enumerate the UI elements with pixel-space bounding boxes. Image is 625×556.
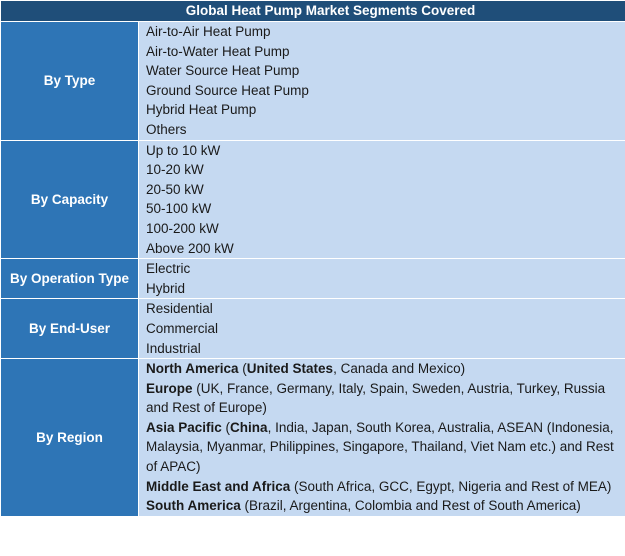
region-asia-pacific-continued: of APAC) [146,459,201,475]
table-row-enduser [1,299,625,359]
segment-values-region [139,359,625,517]
list-item: 50-100 kW [146,201,212,217]
region-country-highlight: China [230,419,268,435]
list-item: Ground Source Heat Pump [146,82,309,98]
region-name: Asia Pacific [146,419,222,435]
region-text: , Canada and Mexico) [333,361,466,377]
segment-values-enduser [139,299,625,359]
region-name: Europe [146,380,193,396]
region-text: (UK, France, Germany, Italy, Spain, Sweden, Austria, Turkey, Russia [192,380,606,396]
segment-label-type: By Type [1,22,139,141]
page-bottom-blank [0,522,625,556]
list-item: Above 200 kW [146,240,234,256]
region-text: ( [221,419,231,435]
region-name: Middle East and Africa [146,478,291,494]
list-item: Industrial [146,340,201,356]
segment-values-capacity [139,140,625,259]
list-item: 100-200 kW [146,220,219,236]
region-text: (Brazil, Argentina, Colombia and Rest of South America) [240,498,581,514]
region-south-america [146,496,625,516]
region-country-highlight: United States [246,361,334,377]
list-item: Others [146,121,187,137]
segment-label-region: By Region [1,359,139,517]
list-item: 10-20 kW [146,162,204,178]
table-row-region [1,359,625,517]
list-item: Commercial [146,320,219,336]
list-item: Electric [146,261,191,277]
table-row-capacity [1,140,625,259]
segment-values-type [139,22,625,141]
region-name: North America [146,361,239,377]
list-item: Residential [146,301,213,317]
region-text: (South Africa, GCC, Egypt, Nigeria and Rest of MEA) [290,478,612,494]
table-row-type [1,22,625,141]
region-name: South America [146,498,241,514]
region-asia-pacific [146,418,625,438]
region-middle-east-africa [146,477,625,497]
segment-label-operation: By Operation Type [1,259,139,299]
list-item: Air-to-Air Heat Pump [146,24,271,39]
list-item: Hybrid [146,280,186,296]
list-item: Hybrid Heat Pump [146,102,257,118]
list-item: Air-to-Water Heat Pump [146,43,290,59]
segment-label-enduser: By End-User [1,299,139,359]
region-text: ( [238,361,247,377]
list-item: Water Source Heat Pump [146,63,300,79]
region-text: , India, Japan, South Korea, Australia, ASEAN (Indonesia, [267,419,614,435]
region-north-america [146,359,625,379]
table-title: Global Heat Pump Market Segments Covered [1,1,625,22]
segment-values-operation [139,259,625,299]
table-row-operation [1,259,625,299]
list-item: 20-50 kW [146,181,204,197]
region-europe-continued: and Rest of Europe) [146,400,267,416]
region-europe [146,379,625,399]
table-title-row [1,1,625,22]
region-asia-pacific-continued: Malaysia, Myanmar, Philippines, Singapore, Thailand, Viet Nam etc.) and Rest [146,439,614,455]
segment-label-capacity: By Capacity [1,140,139,259]
list-item: Up to 10 kW [146,142,221,158]
